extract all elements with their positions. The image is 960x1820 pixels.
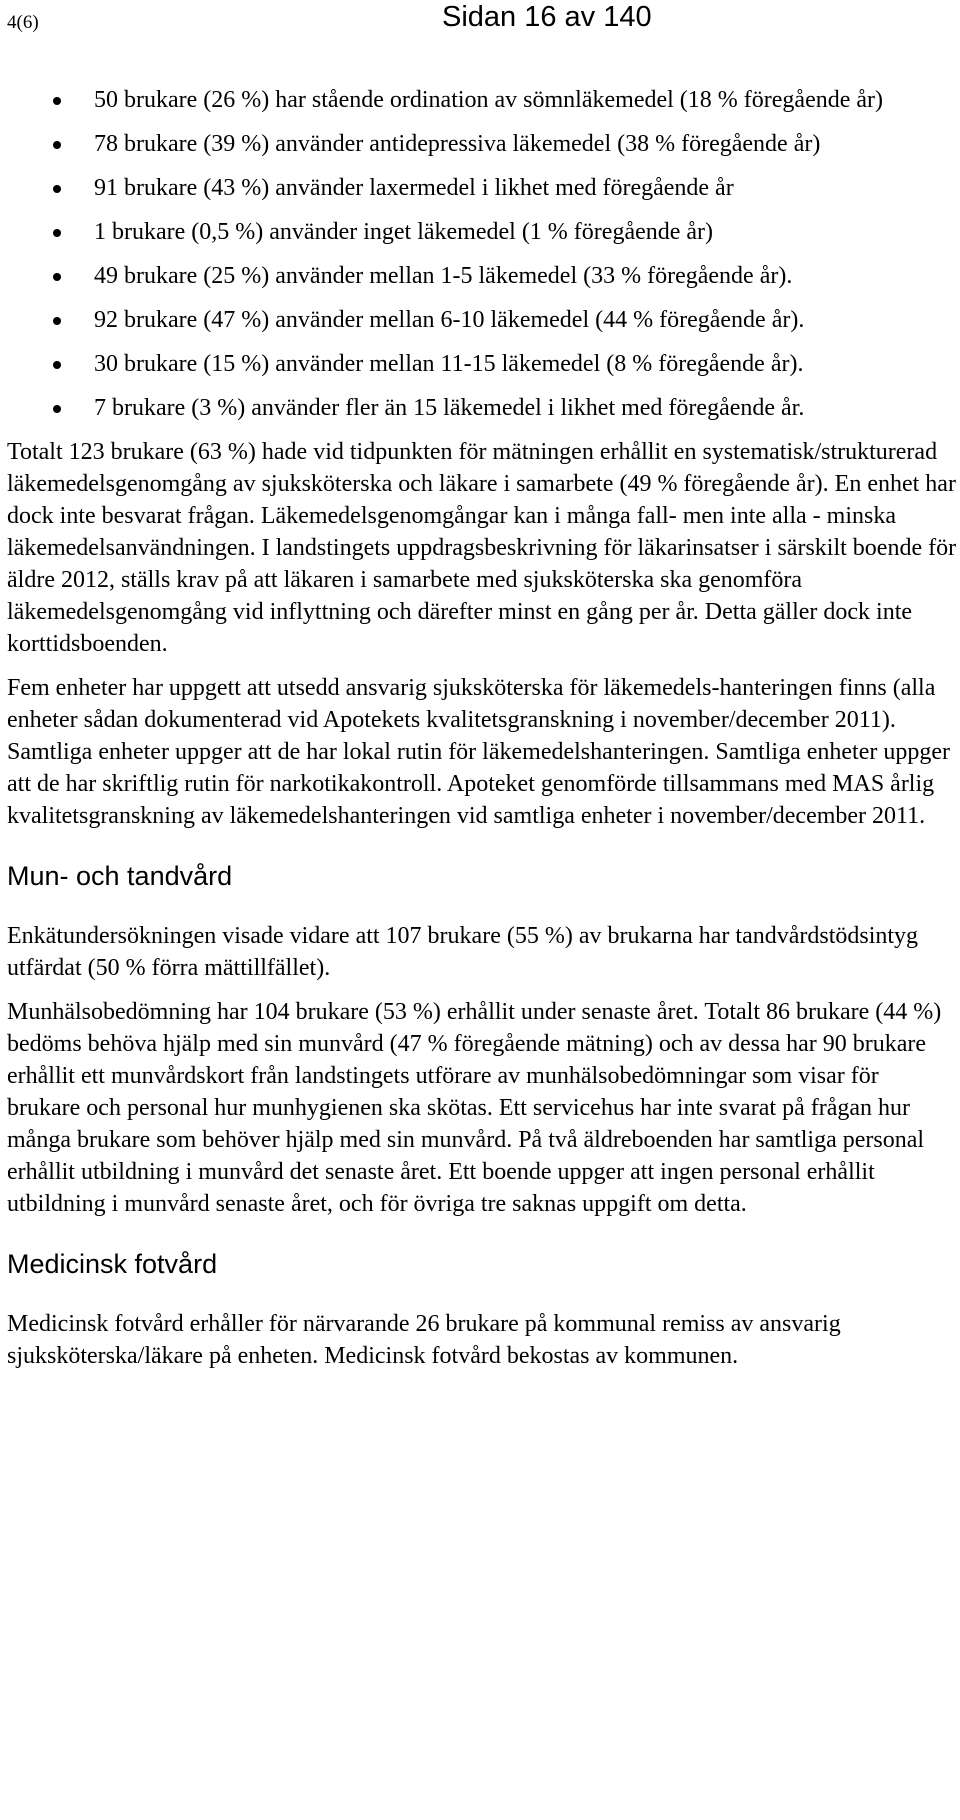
section-heading-oral-care: Mun- och tandvård [7,861,233,891]
list-item: 92 brukare (47 %) använder mellan 6-10 läkemedel (44 % föregående år). [7,304,957,336]
oral-care-paragraph: Munhälsobedömning har 104 brukare (53 %) erhållit under senaste året. Totalt 86 brukare (44 %) bedöms behöva hjälp med sin munvård (47 % föregående mätning) och av dessa har 90 brukare erhållit ett munvårdskort från landstingets utförare av munhälsobedömningar som visar för brukare och personal hur munhygienen ska skötas. Ett servicehus har inte svarat på frågan hur många brukare som behöver hjälp med sin munvård. På två äldreboenden har samtliga personal erhållit utbildning i munvård det senaste året. Ett boende uppger att ingen personal erhållit utbildning i munvård senaste året, och för övriga tre saknas uppgift om detta. [7,999,942,1217]
medication-review-paragraph: Totalt 123 brukare (63 %) hade vid tidpunkten för mätningen erhållit en systematisk/strukturerad läkemedelsgenomgång av sjuksköterska och läkare i samarbete (49 % föregående år). En enhet har dock inte besvarat frågan. Läkemedelsgenomgångar kan i många fall- men inte alla - minska läkemedelsanvändningen. I landstingets uppdragsbeskrivning för läkarinsatser i särskilt boende för äldre 2012, ställs krav på att läkaren i samarbete med sjuksköterska ska genomföra läkemedelsgenomgång vid inflyttning och därefter minst en gång per år. Detta gäller dock inte korttidsboenden. [7,439,957,657]
bullet-icon [53,317,61,325]
section-heading-foot-care: Medicinsk fotvård [7,1249,218,1279]
list-item: 1 brukare (0,5 %) använder inget läkemedel (1 % föregående år) [7,216,957,248]
document-page-indicator: Sidan 16 av 140 [442,1,652,33]
list-item: 50 brukare (26 %) har stående ordination av sömnläkemedel (18 % föregående år) [7,84,957,116]
list-item: 78 brukare (39 %) använder antidepressiva läkemedel (38 % föregående år) [7,128,957,160]
bullet-icon [53,185,61,193]
statistics-bullet-list [7,84,957,424]
list-item: 91 brukare (43 %) använder laxermedel i likhet med föregående år [7,172,957,204]
list-item: 7 brukare (3 %) använder fler än 15 läkemedel i likhet med föregående år. [7,392,957,424]
bullet-icon [53,141,61,149]
bullet-icon [53,361,61,369]
bullet-icon [53,273,61,281]
list-item: 30 brukare (15 %) använder mellan 11-15 läkemedel (8 % föregående år). [7,348,957,380]
bullet-icon [53,97,61,105]
document-body [7,84,957,1384]
bullet-icon [53,405,61,413]
foot-care-paragraph: Medicinsk fotvård erhåller för närvarande 26 brukare på kommunal remiss av ansvarig sjuksköterska/läkare på enheten. Medicinsk fotvård bekostas av kommunen. [7,1311,841,1369]
bullet-icon [53,229,61,237]
page-number: 4(6) [7,12,39,33]
oral-care-paragraph: Enkätundersökningen visade vidare att 107 brukare (55 %) av brukarna har tandvårdstödsintyg utfärdat (50 % förra mättillfället). [7,923,919,981]
page-header [0,0,960,40]
list-item: 49 brukare (25 %) använder mellan 1-5 läkemedel (33 % föregående år). [7,260,957,292]
medication-handling-paragraph: Fem enheter har uppgett att utsedd ansvarig sjuksköterska för läkemedels-hanteringen finns (alla enheter sådan dokumenterad vid Apotekets kvalitetsgranskning i november/december 2011). Samtliga enheter uppger att de har lokal rutin för läkemedelshanteringen. Samtliga enheter uppger att de har skriftlig rutin för narkotikakontroll. Apoteket genomförde tillsammans med MAS årlig kvalitetsgranskning av läkemedelshanteringen vid samtliga enheter i november/december 2011. [7,675,950,829]
